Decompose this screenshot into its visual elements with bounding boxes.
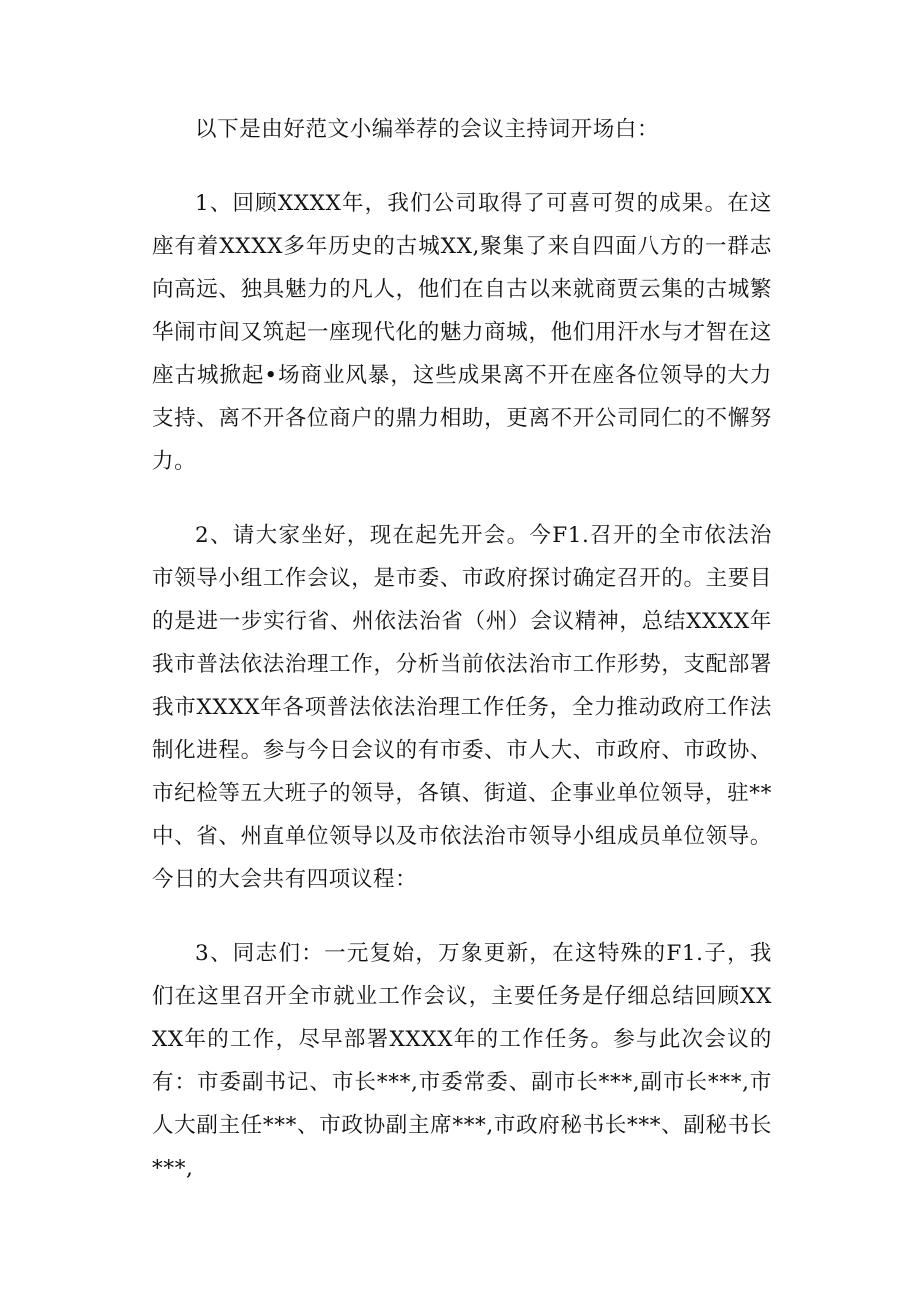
paragraph-1: 1、回顾XXXX年，我们公司取得了可喜可贺的成果。在这座有着XXXX多年历史的古城XX,聚集了来自四面八方的一群志向高远、独具魅力的凡人，他们在自古以来就商贾云集的古城繁华闹市间又筑起一座现代化的魅力商城，他们用汗水与才智在这座古城掀起•场商业风暴，这些成果离不开在座各位领导的大力支持、离不开各位商户的鼎力相助，更离不开公司同仁的不懈努力。 <box>152 191 772 474</box>
intro-paragraph: 以下是由好范文小编举荐的会议主持词开场白： <box>195 117 660 142</box>
document-body <box>152 108 772 1190</box>
paragraph-2: 2、请大家坐好，现在起先开会。今F1.召开的全市依法治市领导小组工作会议，是市委、市政府探讨确定召开的。主要目的是进一步实行省、州依法治省（州）会议精神，总结XXXX年我市普法依法治理工作，分析当前依法治市工作形势，支配部署我市XXXX年各项普法依法治理工作任务，全力推动政府工作法制化进程。参与今日会议的有市委、市人大、市政府、市政协、市纪检等五大班子的领导，各镇、街道、企事业单位领导，驻**中、省、州直单位领导以及市依法治市领导小组成员单位领导。今日的大会共有四项议程： <box>152 523 772 892</box>
paragraph-3: 3、同志们：一元复始，万象更新，在这特殊的F1.子，我们在这里召开全市就业工作会议，主要任务是仔细总结回顾XXXX年的工作，尽早部署XXXX年的工作任务。参与此次会议的有：市委副书记、市长***,市委常委、副市长***,副市长***,市人大副主任***、市政协副主席***,市政府秘书长***、副秘书长***, <box>152 941 772 1181</box>
